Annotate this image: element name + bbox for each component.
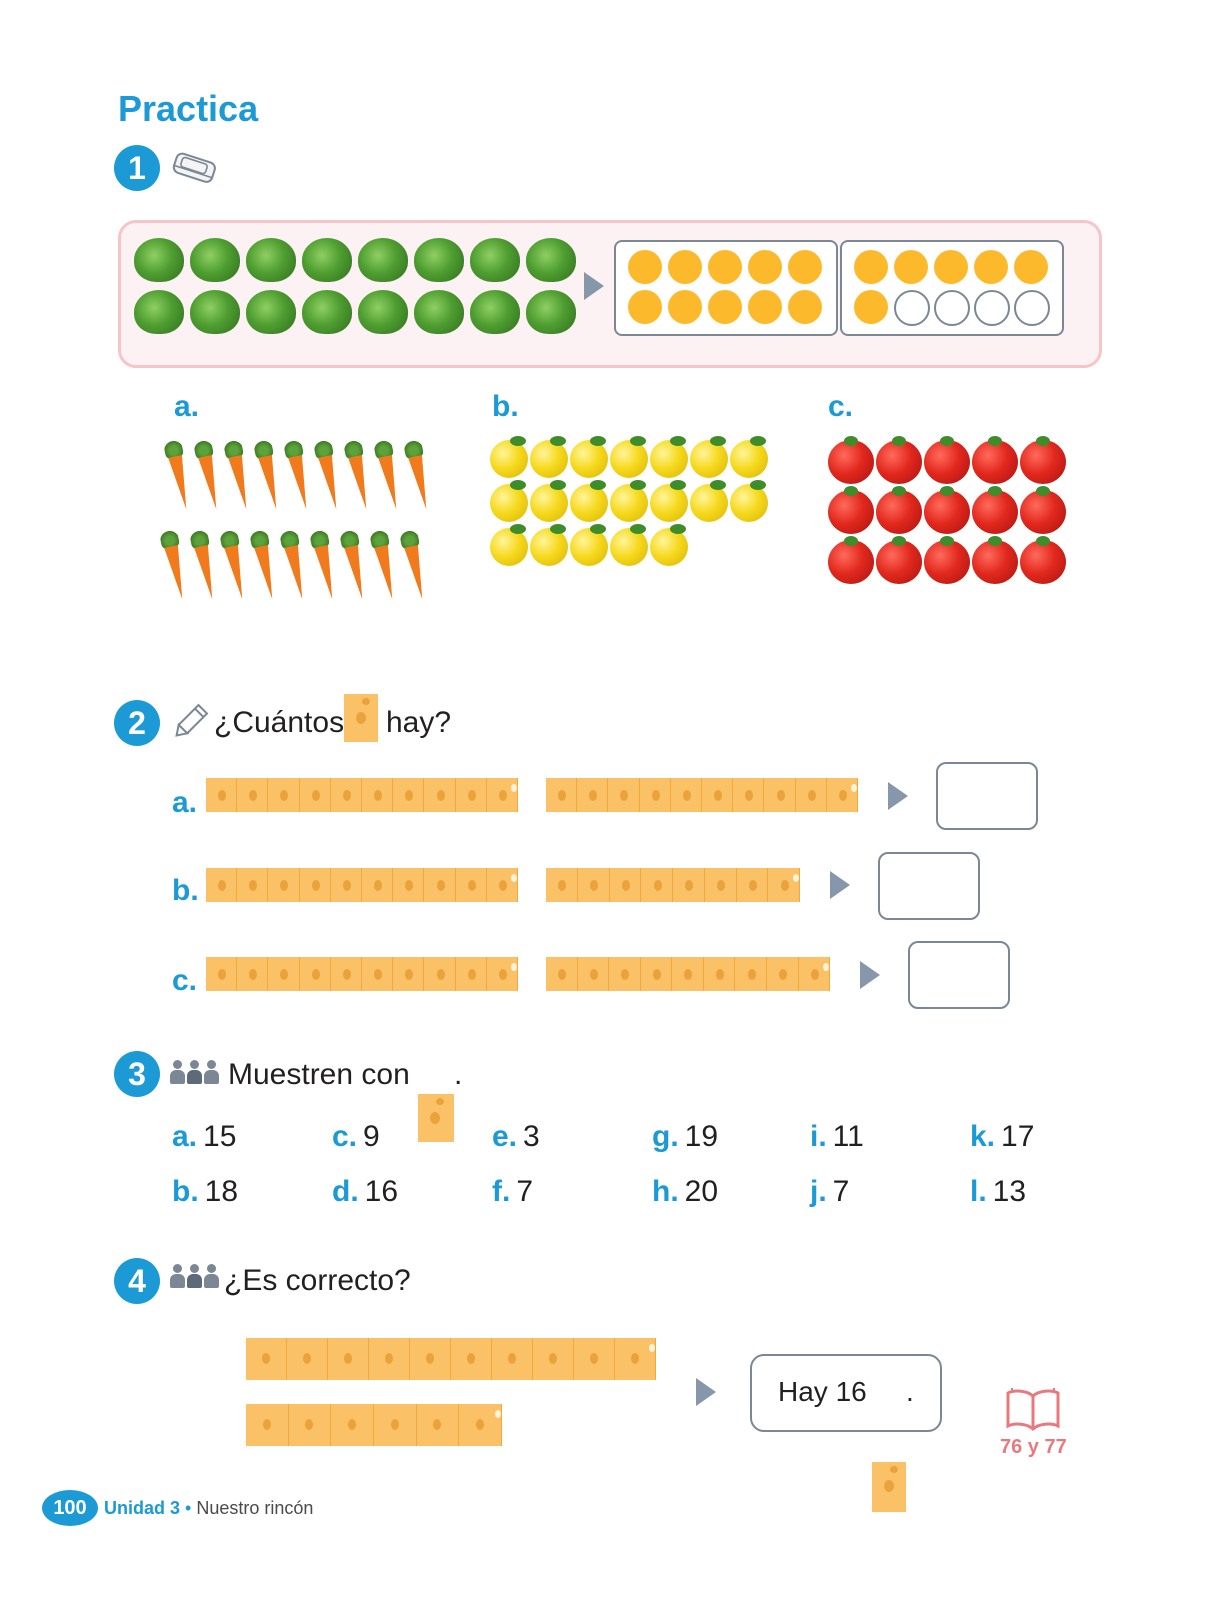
exercise-1-number: 1 bbox=[114, 145, 160, 191]
statement-text: Hay 16 bbox=[778, 1376, 867, 1407]
pencil-icon bbox=[170, 702, 210, 747]
tomato bbox=[828, 490, 874, 534]
unit-cube bbox=[456, 957, 487, 991]
lemon-group bbox=[490, 440, 780, 572]
arrow-icon bbox=[584, 272, 604, 300]
unit-cube bbox=[641, 868, 673, 902]
item-value: 7 bbox=[832, 1175, 850, 1208]
answer-box-b[interactable] bbox=[878, 852, 980, 920]
unit-cube bbox=[671, 778, 702, 812]
lemon bbox=[730, 484, 768, 522]
item-value: 18 bbox=[204, 1175, 239, 1208]
number-item bbox=[332, 1175, 398, 1209]
item-letter: i. bbox=[810, 1120, 827, 1153]
tomato bbox=[1020, 540, 1066, 584]
lettuce bbox=[358, 290, 408, 334]
item-letter: f. bbox=[492, 1175, 511, 1208]
lemon bbox=[570, 528, 608, 566]
part-label-b: b. bbox=[492, 390, 519, 423]
unit-cube bbox=[424, 778, 455, 812]
lemon bbox=[570, 484, 608, 522]
unit-cube bbox=[702, 778, 733, 812]
tomato-group bbox=[828, 440, 1068, 590]
number-item bbox=[492, 1175, 533, 1209]
number-item bbox=[332, 1120, 380, 1154]
number-item bbox=[652, 1120, 718, 1154]
item-value: 9 bbox=[363, 1120, 380, 1153]
unit-cube bbox=[672, 957, 704, 991]
number-item bbox=[970, 1120, 1034, 1154]
unit-cube bbox=[764, 778, 795, 812]
unit-cube bbox=[533, 1338, 574, 1380]
number-item bbox=[492, 1120, 540, 1154]
counter-filled bbox=[628, 250, 662, 284]
part-label-a: a. bbox=[174, 390, 200, 423]
tomato bbox=[972, 490, 1018, 534]
unit-cube bbox=[362, 957, 393, 991]
unit-cube bbox=[206, 957, 237, 991]
unit-cube bbox=[268, 868, 299, 902]
footer-unit bbox=[104, 1498, 313, 1519]
lemon bbox=[530, 528, 568, 566]
unit-cube bbox=[640, 778, 671, 812]
unit-cube bbox=[206, 778, 237, 812]
number-item bbox=[810, 1120, 864, 1154]
cube-rod bbox=[546, 957, 830, 991]
counter-filled bbox=[748, 290, 782, 324]
counter-filled bbox=[854, 250, 888, 284]
exercise-3-prompt: Muestren con bbox=[228, 1058, 410, 1091]
lettuce bbox=[470, 290, 520, 334]
lemon bbox=[530, 440, 568, 478]
unit-cube bbox=[331, 1404, 374, 1446]
unit-cube bbox=[237, 868, 268, 902]
tomato bbox=[828, 540, 874, 584]
number-item bbox=[810, 1175, 849, 1209]
lettuce bbox=[134, 238, 184, 282]
counter-filled bbox=[628, 290, 662, 324]
unit-cube bbox=[546, 957, 578, 991]
lettuce bbox=[246, 238, 296, 282]
exercise-4-number: 4 bbox=[114, 1258, 160, 1304]
carrot bbox=[397, 528, 433, 601]
lettuce bbox=[134, 290, 184, 334]
lemon bbox=[490, 484, 528, 522]
unit-cube bbox=[827, 778, 858, 812]
unit-cube bbox=[578, 957, 610, 991]
eraser-icon bbox=[170, 150, 220, 193]
lettuce bbox=[302, 290, 352, 334]
tomato bbox=[972, 440, 1018, 484]
lemon bbox=[690, 440, 728, 478]
unit-cube bbox=[546, 868, 578, 902]
unit-cube bbox=[417, 1404, 460, 1446]
item-letter: b. bbox=[172, 1175, 199, 1208]
unit-cube bbox=[577, 778, 608, 812]
unit-cube bbox=[268, 957, 299, 991]
lemon bbox=[650, 440, 688, 478]
unit-cube bbox=[487, 778, 518, 812]
unit-cube bbox=[609, 957, 641, 991]
unit-cube bbox=[206, 868, 237, 902]
unit-cube bbox=[362, 868, 393, 902]
tomato bbox=[1020, 440, 1066, 484]
carrot-group bbox=[168, 440, 438, 620]
unit-cube bbox=[451, 1338, 492, 1380]
item-value: 15 bbox=[203, 1120, 237, 1153]
unit-cube bbox=[737, 868, 769, 902]
counter-filled bbox=[708, 290, 742, 324]
exercise-2-number: 2 bbox=[114, 700, 160, 746]
unit-cube bbox=[796, 778, 827, 812]
unit-cube bbox=[492, 1338, 533, 1380]
section-title: Practica bbox=[118, 88, 259, 129]
unit-cube bbox=[393, 868, 424, 902]
counter-empty bbox=[1014, 290, 1050, 326]
ten-rod bbox=[206, 957, 518, 991]
unit-cube bbox=[487, 868, 518, 902]
item-letter: j. bbox=[810, 1175, 827, 1208]
arrow-icon bbox=[696, 1378, 716, 1406]
number-item bbox=[172, 1120, 236, 1154]
counter-empty bbox=[974, 290, 1010, 326]
number-item bbox=[652, 1175, 718, 1209]
exercise-3-number: 3 bbox=[114, 1051, 160, 1097]
lettuce bbox=[302, 238, 352, 282]
item-letter: h. bbox=[652, 1175, 679, 1208]
lemon bbox=[530, 484, 568, 522]
group-icon bbox=[170, 1264, 218, 1288]
unit-cube bbox=[237, 778, 268, 812]
unit-cube bbox=[237, 957, 268, 991]
cube-icon bbox=[872, 1462, 906, 1512]
lettuce bbox=[190, 238, 240, 282]
group-icon bbox=[170, 1060, 218, 1084]
unit-cube bbox=[735, 957, 767, 991]
exercise-2-prompt-start: ¿Cuántos bbox=[214, 706, 345, 739]
unit-cube bbox=[459, 1404, 502, 1446]
item-letter: g. bbox=[652, 1120, 679, 1153]
item-letter: l. bbox=[970, 1175, 987, 1208]
unit-cube bbox=[733, 778, 764, 812]
lemon bbox=[610, 528, 648, 566]
unit-cube bbox=[610, 868, 642, 902]
ten-frame-full bbox=[614, 240, 838, 336]
lemon bbox=[490, 440, 528, 478]
item-letter: e. bbox=[492, 1120, 518, 1153]
arrow-icon bbox=[830, 871, 850, 899]
unit-cube bbox=[268, 778, 299, 812]
unit-cube bbox=[287, 1338, 328, 1380]
unit-cube bbox=[331, 957, 362, 991]
counter-empty bbox=[934, 290, 970, 326]
counter-filled bbox=[974, 250, 1008, 284]
arrow-icon bbox=[860, 961, 880, 989]
unit-cube bbox=[768, 868, 800, 902]
unit-cube bbox=[615, 1338, 656, 1380]
unit-cube bbox=[424, 868, 455, 902]
counter-filled bbox=[788, 250, 822, 284]
counter-filled bbox=[788, 290, 822, 324]
lemon bbox=[690, 484, 728, 522]
unit-cube bbox=[410, 1338, 451, 1380]
unit-cube bbox=[369, 1338, 410, 1380]
unit-cube bbox=[246, 1404, 289, 1446]
footer-separator: • bbox=[185, 1498, 192, 1518]
lettuce-group bbox=[134, 238, 580, 340]
tomato bbox=[876, 490, 922, 534]
cube-rod bbox=[546, 868, 800, 902]
item-value: 7 bbox=[516, 1175, 534, 1208]
lemon bbox=[490, 528, 528, 566]
unit-cube bbox=[331, 778, 362, 812]
item-value: 20 bbox=[684, 1175, 719, 1208]
unit-cube bbox=[393, 778, 424, 812]
item-letter: d. bbox=[332, 1175, 359, 1208]
counter-empty bbox=[894, 290, 930, 326]
unit-cube bbox=[767, 957, 799, 991]
counter-filled bbox=[934, 250, 968, 284]
unit-cube bbox=[673, 868, 705, 902]
number-item bbox=[172, 1175, 238, 1209]
tomato bbox=[972, 540, 1018, 584]
unit-label: Unidad 3 bbox=[104, 1498, 181, 1518]
unit-cube bbox=[456, 778, 487, 812]
tomato bbox=[876, 540, 922, 584]
row-label-c: c. bbox=[172, 964, 198, 997]
unit-cube bbox=[289, 1404, 332, 1446]
tomato bbox=[924, 540, 970, 584]
item-value: 11 bbox=[832, 1120, 864, 1153]
unit-cube bbox=[704, 957, 736, 991]
unit-cube bbox=[546, 778, 577, 812]
unit-cube bbox=[300, 957, 331, 991]
lettuce bbox=[358, 238, 408, 282]
unit-cube bbox=[300, 778, 331, 812]
unit-cube bbox=[641, 957, 673, 991]
unit-cube bbox=[487, 957, 518, 991]
tomato bbox=[876, 440, 922, 484]
cube-icon bbox=[418, 1094, 454, 1142]
exercise-3-prompt-end: . bbox=[454, 1058, 463, 1091]
answer-box-a[interactable] bbox=[936, 762, 1038, 830]
number-item bbox=[970, 1175, 1026, 1209]
counter-filled bbox=[668, 250, 702, 284]
lemon bbox=[650, 484, 688, 522]
item-value: 3 bbox=[523, 1120, 540, 1153]
counter-filled bbox=[854, 290, 888, 324]
unit-cube bbox=[328, 1338, 369, 1380]
unit-cube bbox=[456, 868, 487, 902]
counter-filled bbox=[894, 250, 928, 284]
unit-cube bbox=[578, 868, 610, 902]
tomato bbox=[924, 440, 970, 484]
ten-rod bbox=[206, 778, 518, 812]
item-value: 16 bbox=[364, 1175, 399, 1208]
book-reference: 76 y 77 bbox=[1000, 1436, 1067, 1458]
unit-cube bbox=[608, 778, 639, 812]
unit-name: Nuestro rincón bbox=[196, 1498, 314, 1518]
lemon bbox=[610, 484, 648, 522]
unit-cube bbox=[246, 1338, 287, 1380]
answer-box-c[interactable] bbox=[908, 941, 1010, 1009]
tomato bbox=[828, 440, 874, 484]
tomato bbox=[924, 490, 970, 534]
counter-filled bbox=[748, 250, 782, 284]
lemon bbox=[570, 440, 608, 478]
unit-cube bbox=[362, 778, 393, 812]
lettuce bbox=[470, 238, 520, 282]
counter-filled bbox=[708, 250, 742, 284]
unit-cube bbox=[300, 868, 331, 902]
lettuce bbox=[414, 290, 464, 334]
ten-rod bbox=[206, 868, 518, 902]
statement-end: . bbox=[906, 1376, 914, 1407]
tomato bbox=[1020, 490, 1066, 534]
unit-cube bbox=[374, 1404, 417, 1446]
item-letter: a. bbox=[172, 1120, 198, 1153]
exercise-2-prompt-end: hay? bbox=[386, 706, 452, 739]
ten-rod bbox=[546, 778, 858, 812]
item-value: 13 bbox=[992, 1175, 1027, 1208]
row-label-a: a. bbox=[172, 786, 198, 819]
counter-filled bbox=[668, 290, 702, 324]
lemon bbox=[610, 440, 648, 478]
lemon bbox=[650, 528, 688, 566]
unit-cube bbox=[331, 868, 362, 902]
ten-rod bbox=[246, 1338, 656, 1380]
lemon bbox=[730, 440, 768, 478]
book-icon bbox=[1004, 1384, 1062, 1437]
row-label-b: b. bbox=[172, 874, 199, 907]
unit-cube bbox=[393, 957, 424, 991]
lettuce bbox=[526, 290, 576, 334]
item-letter: c. bbox=[332, 1120, 358, 1153]
item-value: 17 bbox=[1001, 1120, 1035, 1153]
lettuce bbox=[190, 290, 240, 334]
unit-cube bbox=[574, 1338, 615, 1380]
lettuce bbox=[246, 290, 296, 334]
part-label-c: c. bbox=[828, 390, 854, 423]
page-number: 100 bbox=[42, 1490, 98, 1526]
counter-filled bbox=[1014, 250, 1048, 284]
exercise-4-prompt: ¿Es correcto? bbox=[224, 1264, 411, 1297]
ten-frame-partial bbox=[840, 240, 1064, 336]
item-value: 19 bbox=[684, 1120, 719, 1153]
unit-cube bbox=[799, 957, 831, 991]
unit-cube bbox=[705, 868, 737, 902]
unit-cube bbox=[424, 957, 455, 991]
cube-rod bbox=[246, 1404, 502, 1446]
arrow-icon bbox=[888, 782, 908, 810]
lettuce bbox=[526, 238, 576, 282]
item-letter: k. bbox=[970, 1120, 996, 1153]
lettuce bbox=[414, 238, 464, 282]
carrot bbox=[401, 438, 437, 511]
cube-icon bbox=[344, 694, 378, 742]
